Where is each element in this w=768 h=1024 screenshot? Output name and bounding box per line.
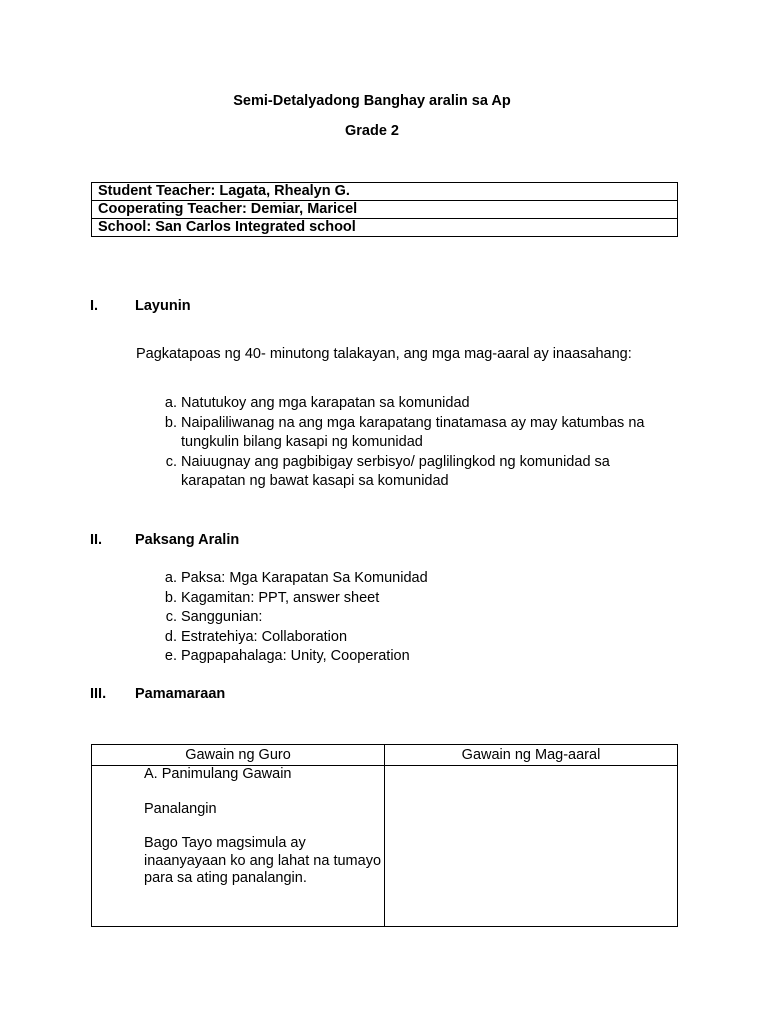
- table-row: [92, 201, 678, 219]
- paksang-aralin-list: [181, 569, 671, 667]
- section-heading-pamamaraan: Pamamaraan: [135, 686, 226, 702]
- cooperating-teacher-cell: Cooperating Teacher: Demiar, Maricel: [92, 201, 678, 219]
- layunin-list: [181, 394, 671, 492]
- list-item: e. Pagpapahalaga: Unity, Cooperation: [181, 647, 671, 667]
- layunin-intro: Pagkatapoas ng 40- minutong talakayan, ang mga mag-aaral ay inaasahang:: [136, 346, 632, 362]
- column-header-mag-aaral: Gawain ng Mag-aaral: [385, 745, 678, 766]
- table-row: [92, 766, 678, 927]
- section-heading-layunin: Layunin: [135, 298, 191, 314]
- guro-step-heading: A. Panimulang Gawain: [144, 766, 292, 782]
- student-teacher-cell: Student Teacher: Lagata, Rhealyn G.: [92, 183, 678, 201]
- list-item: c. Sanggunian:: [181, 608, 671, 628]
- list-item: a. Paksa: Mga Karapatan Sa Komunidad: [181, 569, 671, 589]
- guro-step-text: Bago Tayo magsimula ay inaanyayaan ko ang lahat na tumayo para sa ating panalangin.: [144, 835, 382, 886]
- guro-step-label: Panalangin: [144, 800, 217, 817]
- list-item: b. Kagamitan: PPT, answer sheet: [181, 589, 671, 609]
- mag-aaral-cell: [385, 766, 678, 927]
- table-header-row: [92, 745, 678, 766]
- section-heading-paksang-aralin: Paksang Aralin: [135, 532, 240, 548]
- table-row: [92, 219, 678, 237]
- list-item: a. Natutukoy ang mga karapatan sa komunidad: [181, 394, 671, 414]
- grade-label: Grade 2: [345, 123, 399, 139]
- table-row: [92, 183, 678, 201]
- list-item: b. Naipaliliwanag na ang mga karapatang tinatamasa ay may katumbas na tungkulin bilang kasapi ng komunidad: [181, 414, 671, 453]
- list-item: c. Naiuugnay ang pagbibigay serbisyo/ paglilingkod ng komunidad sa karapatan ng bawat kasapi sa komunidad: [181, 453, 671, 492]
- guro-cell: [92, 766, 385, 927]
- school-cell: School: San Carlos Integrated school: [92, 219, 678, 237]
- section-number: III.: [90, 686, 107, 702]
- document-title: Semi-Detalyadong Banghay aralin sa Ap: [233, 93, 511, 109]
- procedure-table: [91, 744, 678, 927]
- teacher-info-table: [91, 182, 678, 237]
- list-item: d. Estratehiya: Collaboration: [181, 628, 671, 648]
- section-number: I.: [90, 298, 99, 314]
- section-number: II.: [90, 532, 103, 548]
- column-header-guro: Gawain ng Guro: [92, 745, 385, 766]
